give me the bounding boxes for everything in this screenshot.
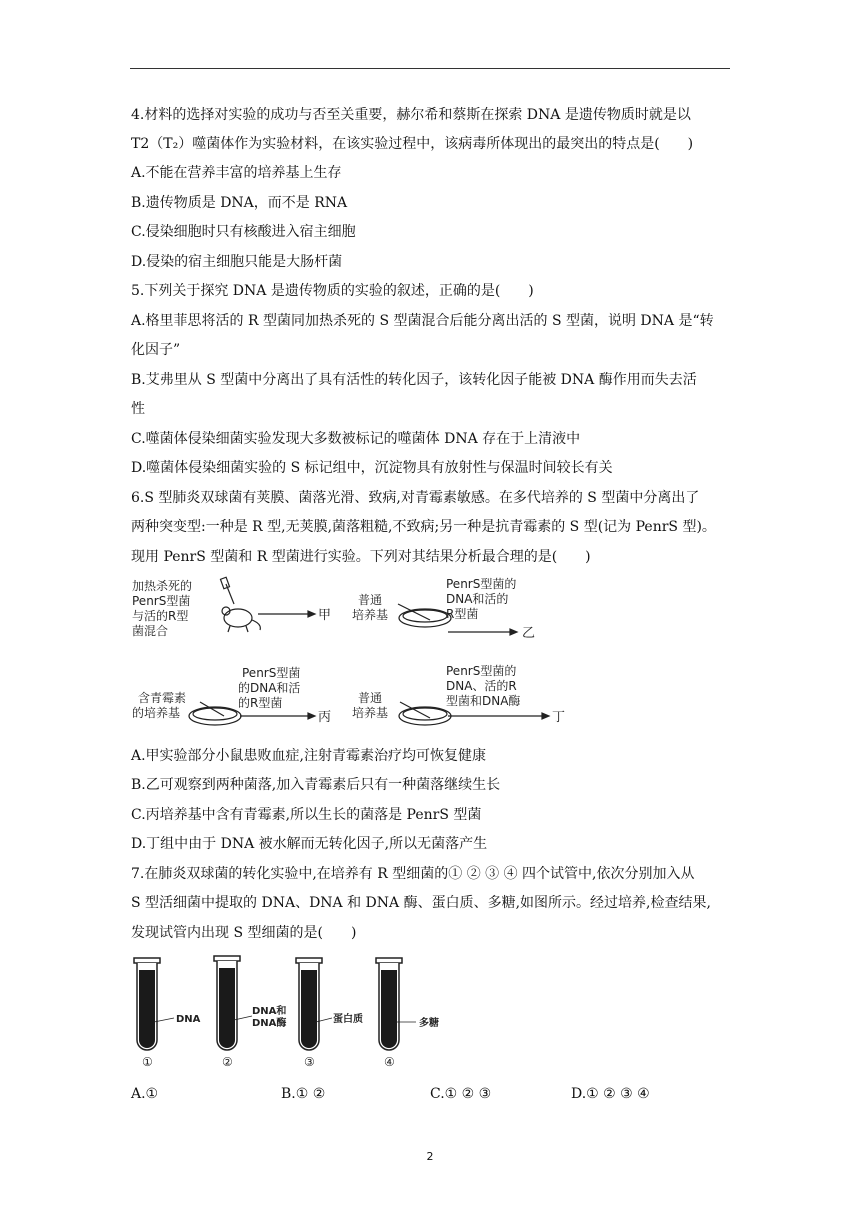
- bing-plate-label-2: 的培养基: [132, 706, 181, 720]
- q7-stem-line3: 发现试管内出现 S 型细菌的是( ): [131, 925, 357, 941]
- q5-option-a-line1: A.格里菲思将活的 R 型菌同加热杀死的 S 型菌混合后能分离出活的 S 型菌，说明 DNA 是“转: [131, 313, 714, 329]
- q6-option-d: D.丁组中由于 DNA 被水解而无转化因子,所以无菌落产生: [131, 836, 488, 852]
- tube2-number: ②: [222, 1055, 233, 1069]
- q6-stem-line3: 现用 PenrS 型菌和 R 型菌进行实验。下列对其结果分析最合理的是( ): [131, 549, 591, 565]
- experiment-diagram: [130, 574, 570, 734]
- page-number: 2: [426, 1150, 434, 1163]
- q6-option-a: A.甲实验部分小鼠患败血症,注射青霉素治疗均可恢复健康: [131, 748, 487, 764]
- q4-option-b: B.遗传物质是 DNA，而不是 RNA: [131, 195, 348, 211]
- q4-option-a: A.不能在营养丰富的培养基上生存: [131, 165, 342, 181]
- ding-label-1: PenrS型菌的: [446, 664, 517, 678]
- ding-label-3: 型菌和DNA酶: [446, 694, 521, 708]
- q6-stem-line1: 6.S 型肺炎双球菌有荚膜、菌落光滑、致病,对青霉素敏感。在多代培养的 S 型菌中分离出了: [131, 490, 700, 506]
- result-ding: 丁: [552, 710, 566, 725]
- tube3-number: ③: [304, 1055, 315, 1069]
- ding-plate-label-2: 培养基: [352, 706, 389, 720]
- result-bing: 丙: [318, 710, 332, 725]
- result-yi: 乙: [522, 626, 536, 641]
- tube2-label-1: DNA和: [252, 1006, 287, 1017]
- arrow-jia: [258, 611, 315, 617]
- yi-label-3: R型菌: [446, 607, 479, 621]
- bing-label-1: PenrS型菌: [242, 666, 301, 680]
- q6-stem-line2: 两种突变型:一种是 R 型,无荚膜,菌落粗糙,不致病;另一种是抗青霉素的 S 型(记为 PenrS 型)。: [131, 519, 716, 535]
- test-tube-icon: [214, 956, 240, 1050]
- arrow-ding: [448, 713, 549, 719]
- test-tube-icon: [134, 958, 160, 1050]
- tube3-label: 蛋白质: [333, 1014, 363, 1025]
- bing-label-2: 的DNA和活: [238, 681, 301, 695]
- tube1-label: DNA: [176, 1014, 201, 1025]
- petri-dish-icon: [189, 702, 241, 725]
- header-rule: [130, 68, 730, 69]
- yi-plate-label-2: 培养基: [352, 608, 389, 622]
- tube2-label-2: DNA酶: [252, 1018, 287, 1029]
- jia-label-3: 与活的R型: [132, 609, 189, 623]
- result-jia: 甲: [318, 608, 332, 623]
- q7-option-c: C.① ② ③: [430, 1086, 492, 1102]
- q5-option-d: D.噬菌体侵染细菌实验的 S 标记组中，沉淀物具有放射性与保温时间较长有关: [131, 460, 613, 476]
- q7-option-d: D.① ② ③ ④: [571, 1086, 650, 1102]
- ding-plate-label-1: 普通: [358, 691, 383, 705]
- mouse-icon: [220, 577, 260, 632]
- yi-label-2: DNA和活的: [446, 592, 509, 606]
- q5-option-c: C.噬菌体侵染细菌实验发现大多数被标记的噬菌体 DNA 存在于上清液中: [131, 431, 581, 447]
- tube4-label: 多糖: [419, 1018, 439, 1029]
- tube1-number: ①: [142, 1055, 153, 1069]
- jia-label-1: 加热杀死的: [132, 579, 193, 593]
- q7-option-b: B.① ②: [281, 1086, 326, 1102]
- test-tube-diagram: [132, 952, 472, 1070]
- test-tube-icon: [376, 958, 402, 1050]
- q5-option-b-line1: B.艾弗里从 S 型菌中分离出了具有活性的转化因子，该转化因子能被 DNA 酶作用而失去活: [131, 372, 697, 388]
- q6-option-c: C.丙培养基中含有青霉素,所以生长的菌落是 PenrS 型菌: [131, 807, 482, 823]
- q4-stem-line2: T2（T₂）噬菌体作为实验材料，在该实验过程中，该病毒所体现出的最突出的特点是( ): [131, 136, 694, 152]
- tube4-number: ④: [384, 1055, 395, 1069]
- petri-dish-icon: [398, 604, 451, 627]
- q5-option-a-line2: 化因子”: [131, 342, 181, 358]
- bing-label-3: 的R型菌: [238, 696, 283, 710]
- q7-stem-line1: 7.在肺炎双球菌的转化实验中,在培养有 R 型细菌的① ② ③ ④ 四个试管中,依次分别加入从: [131, 866, 695, 882]
- q5-stem: 5.下列关于探究 DNA 是遗传物质的实验的叙述，正确的是( ): [131, 283, 534, 299]
- jia-label-2: PenrS型菌: [132, 594, 191, 608]
- q4-stem-line1: 4.材料的选择对实验的成功与否至关重要，赫尔希和蔡斯在探索 DNA 是遗传物质时就是以: [131, 107, 691, 123]
- ding-label-2: DNA、活的R: [446, 679, 517, 693]
- arrow-bing: [240, 713, 315, 719]
- bing-plate-label-1: 含青霉素: [138, 691, 187, 705]
- q7-stem-line2: S 型活细菌中提取的 DNA、DNA 和 DNA 酶、蛋白质、多糖,如图所示。经过培养,检查结果,: [131, 895, 711, 911]
- test-tube-icon: [296, 958, 322, 1050]
- q4-option-c: C.侵染细胞时只有核酸进入宿主细胞: [131, 224, 356, 240]
- q7-option-a: A.①: [131, 1086, 159, 1102]
- arrow-yi: [448, 629, 517, 635]
- q6-option-b: B.乙可观察到两种菌落,加入青霉素后只有一种菌落继续生长: [131, 777, 501, 793]
- petri-dish-icon: [399, 702, 451, 725]
- jia-label-4: 菌混合: [132, 624, 169, 638]
- q5-option-b-line2: 性: [131, 401, 145, 417]
- yi-plate-label-1: 普通: [358, 593, 383, 607]
- q4-option-d: D.侵染的宿主细胞只能是大肠杆菌: [131, 254, 343, 270]
- yi-label-1: PenrS型菌的: [446, 577, 517, 591]
